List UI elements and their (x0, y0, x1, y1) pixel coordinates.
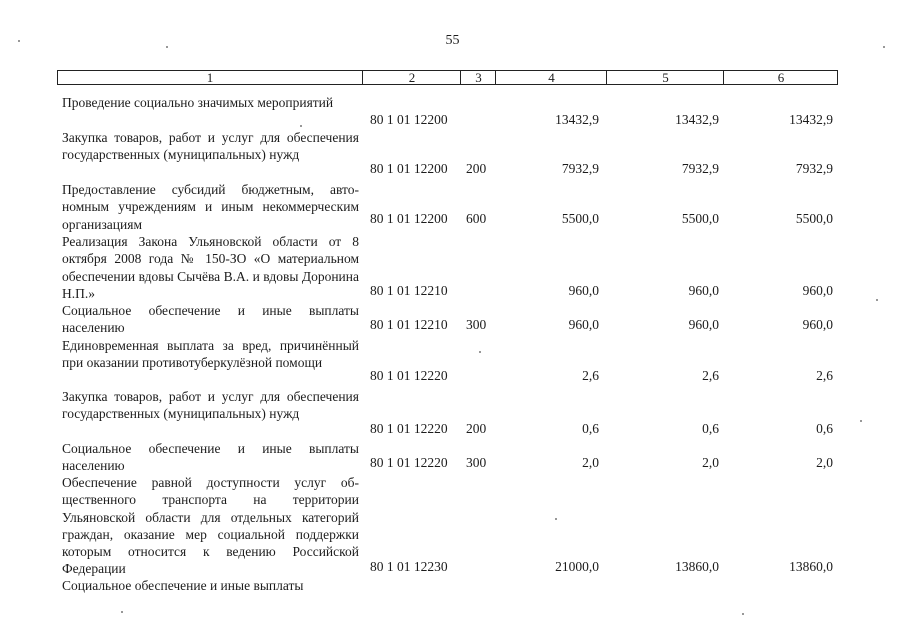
row-value-col6: 7932,9 (795, 161, 833, 176)
row-code: 80 1 01 12230 (370, 559, 448, 574)
scan-speck (479, 351, 481, 353)
scan-speck (555, 518, 557, 520)
row-value-col6: 0,6 (816, 421, 833, 436)
row-code: 80 1 01 12210 (370, 283, 448, 298)
scan-speck (876, 299, 878, 301)
row-value-col4: 960,0 (568, 317, 599, 332)
row-value-col5: 960,0 (688, 283, 719, 298)
page-number: 55 (445, 33, 460, 48)
header-col-2: 2 (362, 71, 461, 84)
header-col-6: 6 (723, 71, 838, 84)
scan-speck (860, 420, 862, 422)
row-value-col5: 0,6 (702, 421, 719, 436)
row-value-col4: 960,0 (568, 283, 599, 298)
scan-speck (121, 611, 123, 613)
header-col-1: 1 (206, 70, 214, 85)
row-description: Обеспечение равной доступности услуг общественного транспорта на территории Ульяновской области для отдельных категорий граждан, оказание мер социальной поддержки которым относится к ведению Российской Федерации (62, 475, 359, 577)
row-code: 80 1 01 12220 (370, 368, 448, 383)
row-value-col6: 13860,0 (789, 559, 833, 574)
row-value-col4: 2,6 (582, 368, 599, 383)
row-description: Единовременная выплата за вред, причинённый при оказании противотуберкулёзной помощи (62, 338, 359, 371)
row-code: 80 1 01 12200 (370, 112, 448, 127)
row-code: 80 1 01 12210 (370, 317, 448, 332)
row-description: Закупка товаров, работ и услуг для обеспечения государственных (муниципальных) нужд (62, 389, 359, 422)
row-value-col6: 960,0 (802, 283, 833, 298)
scan-speck (883, 46, 885, 48)
row-value-col5: 7932,9 (681, 161, 719, 176)
scan-speck (166, 46, 168, 48)
row-value-col4: 2,0 (582, 455, 599, 470)
row-value-col5: 2,6 (702, 368, 719, 383)
scan-speck (742, 613, 744, 615)
row-expense-type: 600 (466, 211, 487, 226)
row-value-col5: 13432,9 (675, 112, 719, 127)
row-code: 80 1 01 12200 (370, 161, 448, 176)
row-expense-type: 300 (466, 455, 487, 470)
row-description: Закупка товаров, работ и услуг для обеспечения государственных (муниципальных) нужд (62, 130, 359, 163)
row-description: Предоставление субсидий бюджетным, автономным учреждениям и иным некоммерческим организациям (62, 182, 359, 232)
row-value-col5: 960,0 (688, 317, 719, 332)
row-value-col6: 13432,9 (789, 112, 833, 127)
header-col-4: 4 (495, 71, 607, 84)
row-value-col5: 2,0 (702, 455, 719, 470)
row-description: Проведение социально значимых мероприятий (62, 95, 334, 110)
row-value-col4: 21000,0 (555, 559, 599, 574)
row-value-col4: 13432,9 (555, 112, 599, 127)
table-header (57, 70, 838, 85)
row-value-col6: 5500,0 (795, 211, 833, 226)
row-description: Реализация Закона Ульяновской области от 8 октября 2008 года № 150-ЗО «О материальном обеспечении вдовы Сычёва В.А. и вдовы Доронина Н.П.» (62, 234, 359, 301)
row-value-col6: 2,0 (816, 455, 833, 470)
row-expense-type: 200 (466, 161, 487, 176)
row-value-col6: 2,6 (816, 368, 833, 383)
header-col-3: 3 (460, 71, 496, 84)
row-value-col4: 7932,9 (561, 161, 599, 176)
scan-speck (18, 40, 20, 42)
row-description: Социальное обеспечение и иные выплаты населению (62, 303, 359, 336)
row-value-col5: 13860,0 (675, 559, 719, 574)
row-value-col4: 5500,0 (561, 211, 599, 226)
row-value-col6: 960,0 (802, 317, 833, 332)
row-value-col4: 0,6 (582, 421, 599, 436)
row-description: Социальное обеспечение и иные выплаты (62, 578, 304, 593)
scan-speck (300, 125, 302, 127)
row-expense-type: 200 (466, 421, 487, 436)
row-description: Социальное обеспечение и иные выплаты населению (62, 441, 359, 474)
row-value-col5: 5500,0 (681, 211, 719, 226)
row-code: 80 1 01 12220 (370, 455, 448, 470)
row-code: 80 1 01 12220 (370, 421, 448, 436)
row-code: 80 1 01 12200 (370, 211, 448, 226)
row-expense-type: 300 (466, 317, 487, 332)
header-col-5: 5 (606, 71, 724, 84)
